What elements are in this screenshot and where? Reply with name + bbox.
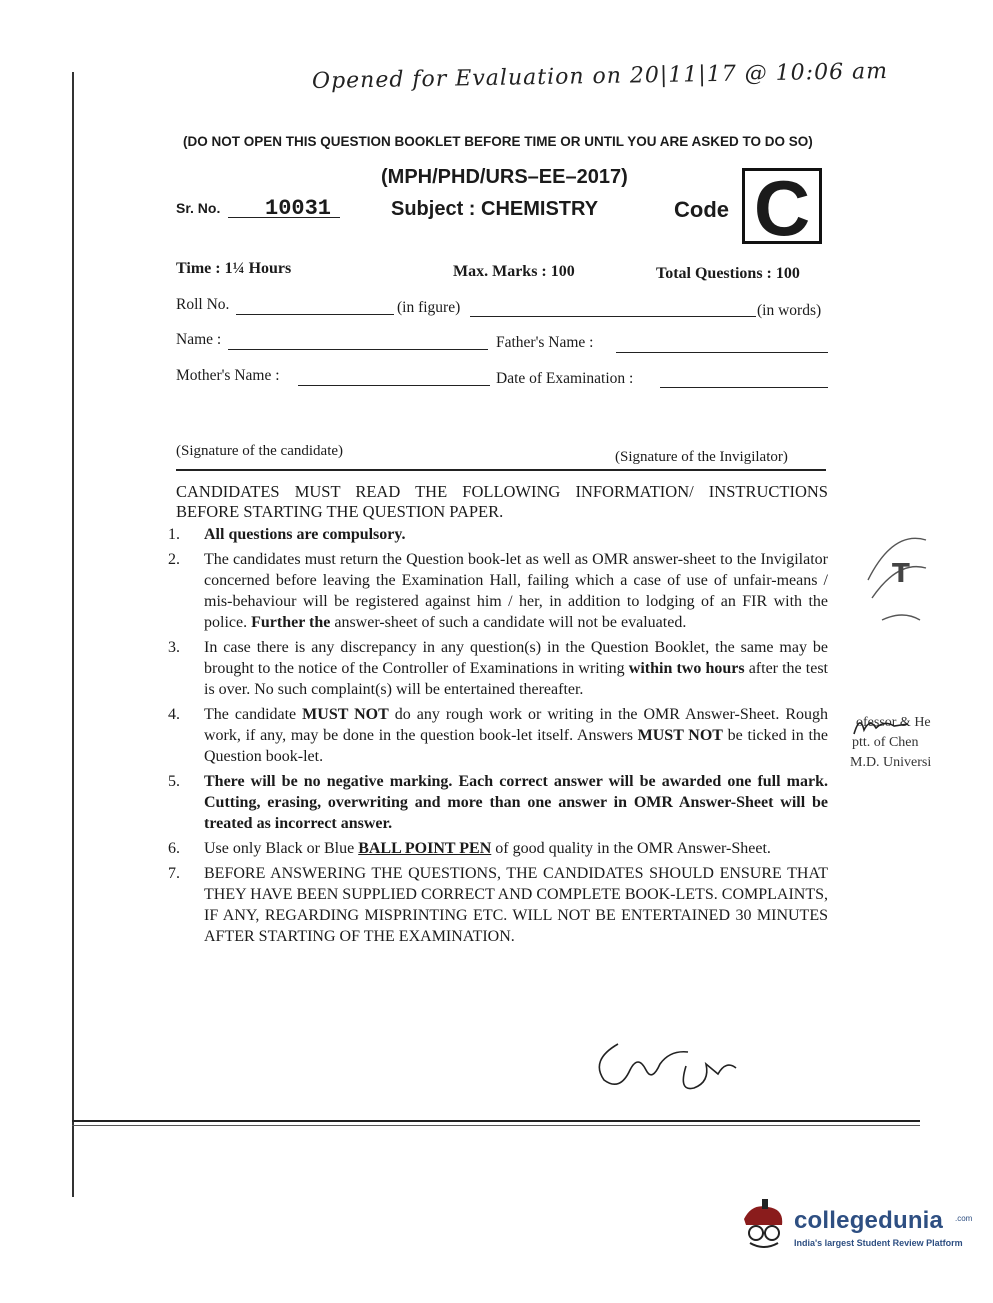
instruction-text-part: MUST NOT xyxy=(637,727,723,744)
name-label: Name : xyxy=(176,331,222,348)
logo-name: collegedunia xyxy=(794,1207,944,1234)
logo-suffix: .com xyxy=(955,1214,973,1223)
booklet-code-label: Code xyxy=(674,197,729,222)
instruction-text-part: Use only Black or Blue xyxy=(204,840,359,857)
instruction-text-part: of good quality in the OMR Answer-Sheet. xyxy=(491,840,771,857)
instruction-item xyxy=(168,838,828,859)
instructions-list xyxy=(168,524,828,951)
instruction-text xyxy=(204,549,828,633)
roll-no-label: Roll No. xyxy=(176,296,230,313)
invigilator-signature-label: (Signature of the Invigilator) xyxy=(615,449,788,465)
instruction-item xyxy=(168,549,828,633)
roll-no-words-line xyxy=(470,316,756,317)
instruction-number: 5. xyxy=(168,773,180,790)
instructions-heading: CANDIDATES MUST READ THE FOLLOWING INFORMATION/ INSTRUCTIONS BEFORE STARTING THE QUESTION PAPER. xyxy=(176,482,828,521)
instruction-item xyxy=(168,524,828,545)
fathers-name-label: Father's Name : xyxy=(496,334,594,351)
instruction-text-part: There will be no negative marking. Each correct answer will be awarded one full mark. Cutting, erasing, overwriting and more than one answer in OMR Answer-Sheet will be treated as incorrect answer. xyxy=(204,773,828,832)
exam-code: (MPH/PHD/URS–EE–2017) xyxy=(381,166,628,188)
mothers-name-line xyxy=(298,385,490,386)
page-margin-line xyxy=(72,72,74,1197)
instruction-number: 3. xyxy=(168,639,180,656)
instruction-number: 1. xyxy=(168,526,180,543)
instruction-number: 2. xyxy=(168,551,180,568)
instruction-text-part: after the test is over. No such complaint(s) will be entertained thereafter. xyxy=(204,660,828,698)
signature-rule xyxy=(176,469,826,471)
collegedunia-logo[interactable] xyxy=(738,1197,973,1257)
instruction-text-part: The candidate xyxy=(204,706,303,723)
instruction-text-part: The candidates must return the Question book-let as well as OMR answer-sheet to the Invigilator concerned before leaving the Examination Hall, failing which a case of use of unfair-means / mis-behaviour will be registered against him / her, in addition to lodging of an FIR with the police. xyxy=(204,551,828,631)
instruction-text xyxy=(204,524,828,545)
in-words-label: (in words) xyxy=(757,302,822,319)
official-signature xyxy=(590,1030,750,1100)
instruction-text-part: MUST NOT xyxy=(302,706,389,723)
candidate-signature-label: (Signature of the candidate) xyxy=(176,443,344,459)
handwritten-evaluation-note: Opened for Evaluation on 20|11|17 @ 10:06 am xyxy=(311,58,889,95)
instruction-item xyxy=(168,637,828,700)
instruction-text-part: Further the xyxy=(251,614,331,631)
instruction-number: 7. xyxy=(168,865,180,882)
in-figure-label: (in figure) xyxy=(397,299,461,316)
instruction-text-part: within two hours xyxy=(628,660,745,677)
total-questions: Total Questions : 100 xyxy=(656,265,800,282)
instruction-text xyxy=(204,863,828,947)
instruction-item xyxy=(168,771,828,834)
exam-time: Time : 1¼ Hours xyxy=(176,260,292,277)
instruction-text-part: In case there is any discrepancy in any question(s) in the Question Booklet, the same may be brought to the notice of the Controller of Examinations in writing xyxy=(204,639,828,677)
instruction-text xyxy=(204,704,828,767)
instruction-text-part: BEFORE ANSWERING THE QUESTIONS, THE CANDIDATES SHOULD ENSURE THAT THEY HAVE BEEN SUPPLIED CORRECT AND COMPLETE BOOK-LETS. COMPLAINTS, IF ANY, REGARDING MISPRINTING ETC. WILL NOT BE ENTERTAINED 30 MINUTES AFTER STARTING OF THE EXAMINATION. xyxy=(204,865,828,945)
do-not-open-warning: (DO NOT OPEN THIS QUESTION BOOKLET BEFORE TIME OR UNTIL YOU ARE ASKED TO DO SO) xyxy=(183,134,813,149)
instruction-text xyxy=(204,838,828,859)
instruction-text-part: BALL POINT PEN xyxy=(358,840,492,857)
instruction-text-part: answer-sheet of such a candidate will not be evaluated. xyxy=(330,614,687,631)
instruction-item xyxy=(168,863,828,947)
instruction-text xyxy=(204,771,828,834)
fathers-name-line xyxy=(616,352,828,353)
instruction-text-part: be ticked in the Question book-let. xyxy=(204,727,829,765)
svg-text:T: T xyxy=(892,559,910,589)
page-bottom-rule xyxy=(72,1120,920,1122)
instruction-text-part: do any rough work or writing in the OMR Answer-Sheet. Rough work, if any, may be done in the question book-let itself. Answers xyxy=(204,706,829,744)
logo-tagline: India's largest Student Review Platform xyxy=(794,1238,963,1248)
university-stamp-graphic xyxy=(858,520,928,630)
serial-number-value: 10031 xyxy=(265,196,332,221)
instruction-text-part: All questions are compulsory. xyxy=(204,526,406,543)
instruction-number: 4. xyxy=(168,706,180,723)
instruction-item xyxy=(168,704,828,767)
max-marks: Max. Marks : 100 xyxy=(453,263,575,280)
page-bottom-rule-2 xyxy=(72,1125,920,1126)
margin-note-line-1: ofessor & He xyxy=(856,715,931,730)
name-line xyxy=(228,349,488,350)
margin-note-line-2: ptt. of Chen xyxy=(852,735,919,750)
margin-note-line-3: M.D. Universi xyxy=(850,755,932,770)
date-of-exam-label: Date of Examination : xyxy=(496,370,634,387)
subject-title: Subject : CHEMISTRY xyxy=(391,198,599,220)
roll-no-figure-line xyxy=(236,314,394,315)
instruction-number: 6. xyxy=(168,840,180,857)
booklet-code-box xyxy=(742,164,822,252)
serial-number-label: Sr. No. xyxy=(176,200,221,216)
booklet-code-letter: C xyxy=(753,164,811,252)
instruction-text xyxy=(204,637,828,700)
date-of-exam-line xyxy=(660,387,828,388)
margin-signature-scribble xyxy=(850,712,920,742)
mascot-icon xyxy=(738,1199,790,1251)
mothers-name-label: Mother's Name : xyxy=(176,367,280,384)
